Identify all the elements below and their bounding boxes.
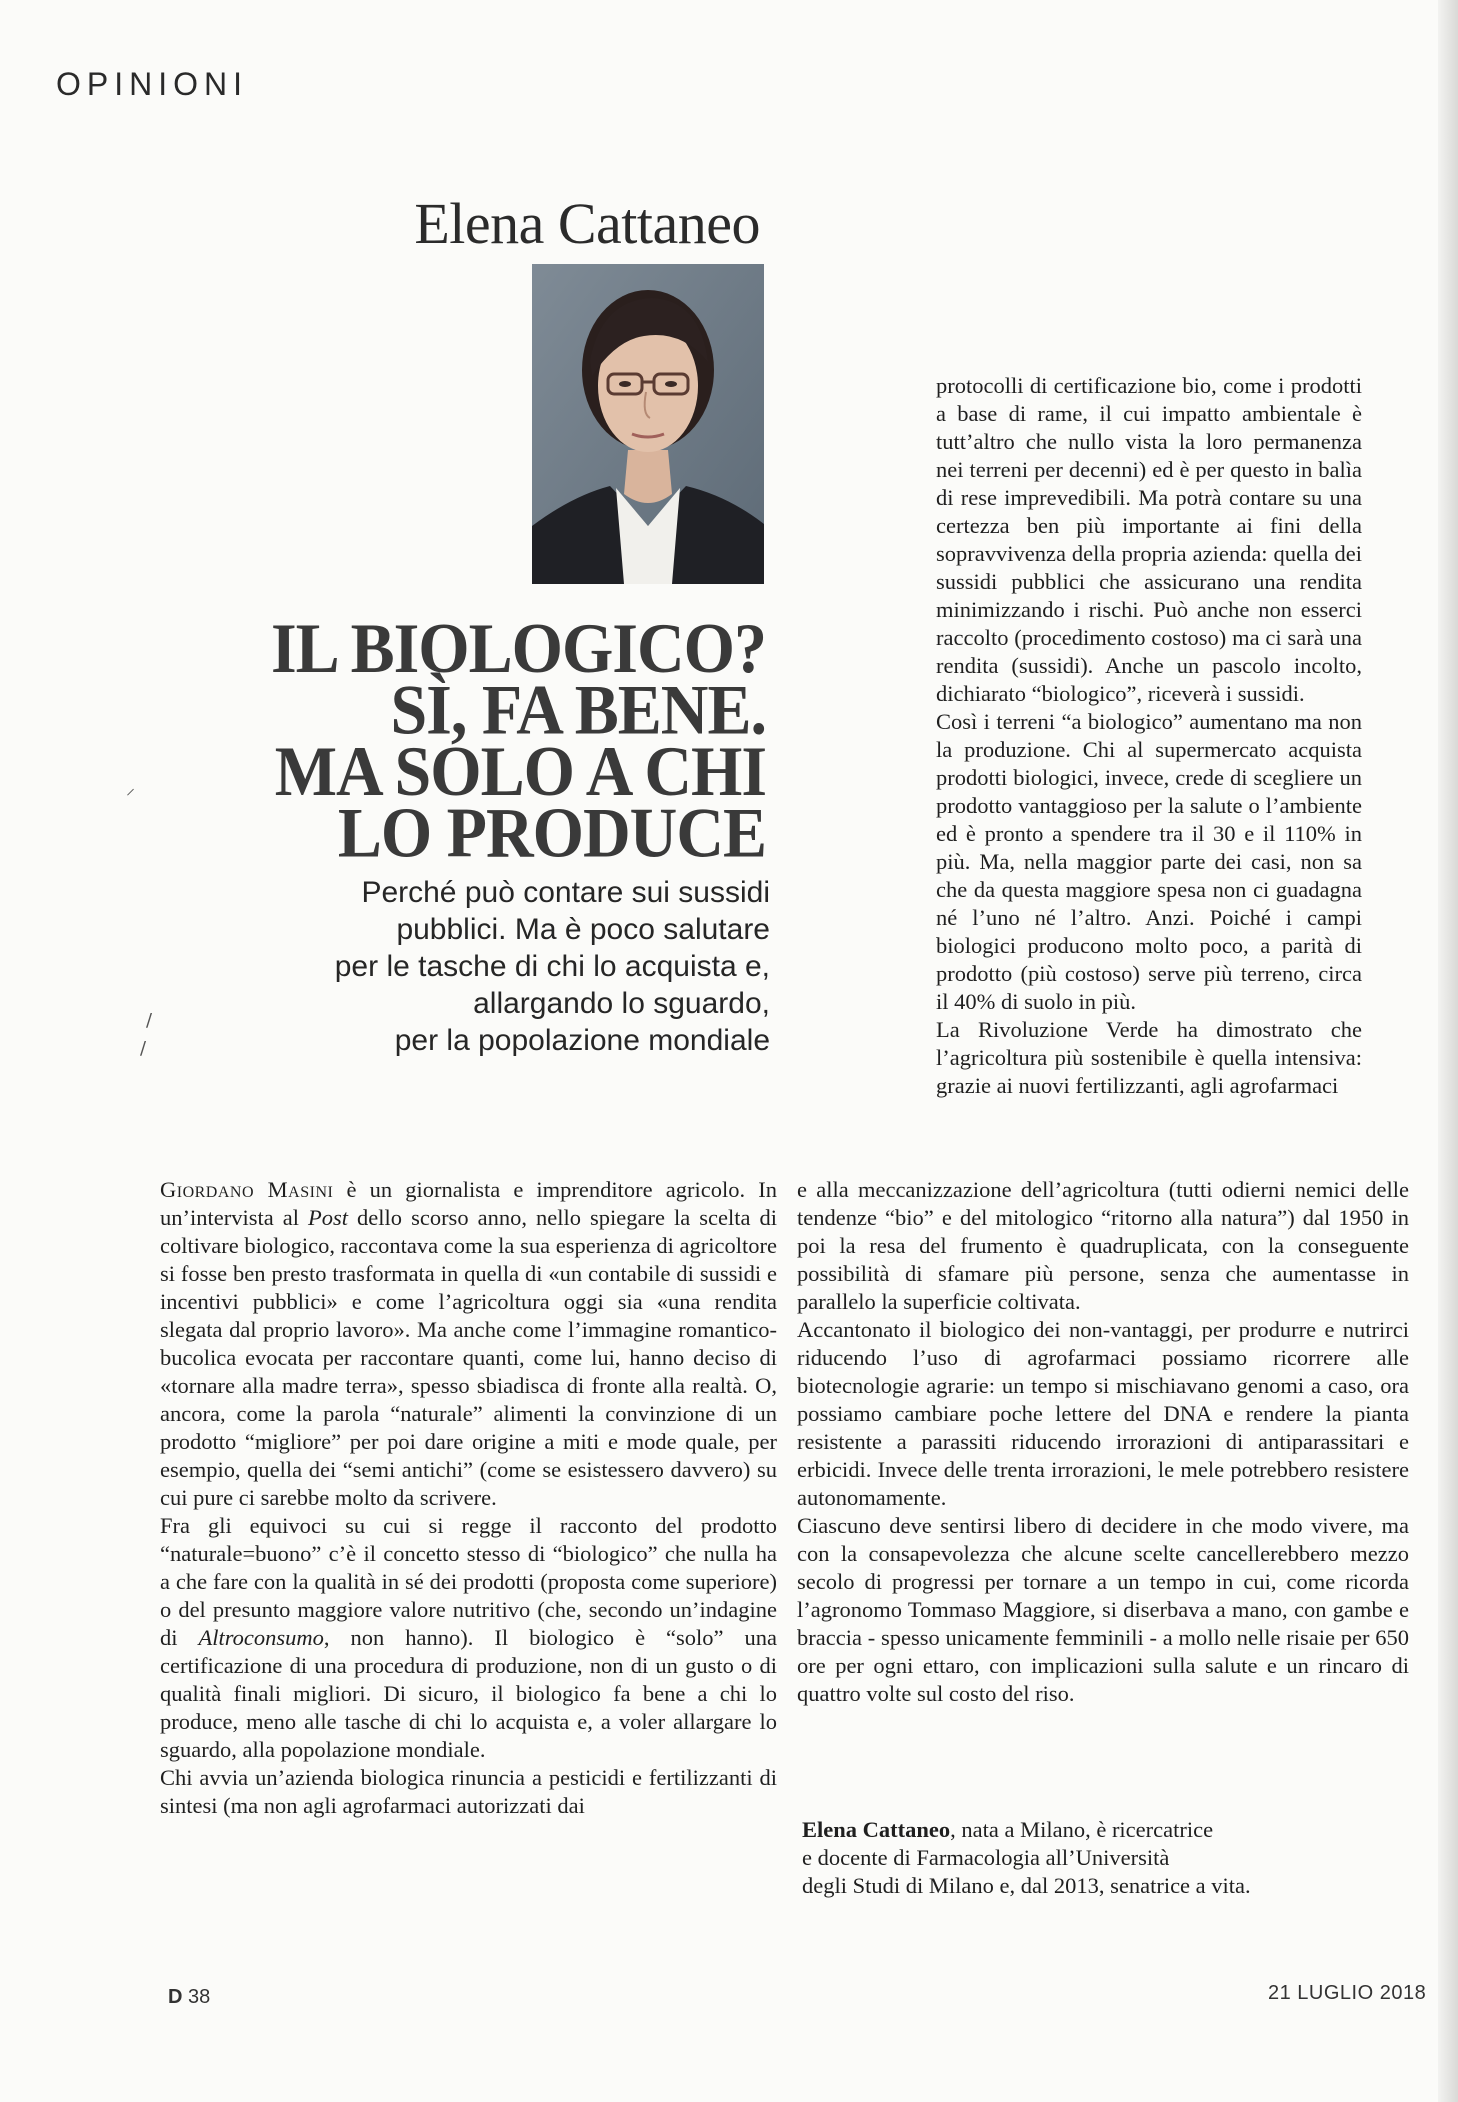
body-text: Fra gli equivoci su cui si regge il racconto del prodotto “naturale=buono” c’è il concetto stesso di “biologico” che nulla ha a che fare con la qualità in sé dei prodotti (proposta come superiore) o del presunto maggiore valore nutritivo (che, secondo un’indagine di [160,1513,777,1650]
body-paragraph: Ciascuno deve sentirsi libero di decidere in che modo vivere, ma con la consapevolezza che alcune scelte cancellerebbero mezzo secolo di progressi per tornare a un tempo in cui, come ricorda l’agronomo Tommaso Maggiore, si diserbava a mano, con gambe e braccia - spesso unicamente femminili - a mollo nelle risaie per 650 ore per ogni ettaro, con implicazioni sulla salute e un rincaro di quattro volte sul costo del riso. [797,1513,1409,1706]
section-label: OPINIONI [56,66,249,102]
body-text: , non hanno). Il biologico è “solo” una certificazione di una procedura di produzione, non di un gusto o di qualità finali migliori. Di sicuro, il biologico fa bene a chi lo produce, meno alle tasche di chi lo acquista e, a voler allargare lo sguardo, alla popolazione mondiale. [160,1625,777,1762]
author-name: Elena Cattaneo [414,191,760,256]
headline-line: LO PRODUCE [337,794,766,873]
standfirst-line: pubblici. Ma è poco salutare [396,913,770,946]
bio-line [802,1816,1362,1844]
page-edge-shadow [1438,0,1458,2102]
margin-mark: / [146,1010,153,1031]
bio-text: , nata a Milano, è ricercatrice [950,1817,1214,1842]
headline [240,609,766,873]
body-column-right-top [936,372,1362,1100]
bio-name: Elena Cattaneo [802,1817,951,1842]
author-bio [802,1816,1362,1900]
body-paragraph [160,1512,777,1764]
body-paragraph: e alla meccanizzazione dell’agricoltura (tutti odierni nemici delle tendenze “bio” e del mitologico “ritorno alla natura”) dal 1950 in poi la resa del frumento è quadruplicata, con la conseguente possibilità di sfamare più persone, senza che aumentasse in parallelo la superficie coltivata. [797,1177,1409,1314]
page-number: 38 [188,1986,211,2008]
lead-name: Giordano Masini [160,1177,334,1202]
body-paragraph: Accantonato il biologico dei non-vantaggi, per produrre e nutrirci riducendo l’uso di agrofarmaci possiamo ricorrere alle biotecnologie agrarie: un tempo si mischiavano genomi a caso, ora possiamo cambiare poche lettere del DNA e rendere la pianta resistente a parassiti riducendo irrorazioni di antiparassitari e erbicidi. Invece delle trenta irrorazioni, le mele potrebbero resistere autonomamente. [797,1317,1409,1510]
body-column-left [160,1176,777,1820]
body-text: è un giornalista e imprenditore agricolo. In un’intervista al [160,1177,777,1230]
headline-line: IL BIOLOGICO? [271,609,766,689]
standfirst [250,874,770,1059]
margin-mark: / [140,1038,147,1059]
standfirst-line: per le tasche di chi lo acquista e, [334,950,770,983]
margin-mark: ⸝ [126,778,135,799]
author-photo [532,264,764,584]
body-paragraph: La Rivoluzione Verde ha dimostrato che l’agricoltura più sostenibile è quella intensiva: grazie ai nuovi fertilizzanti, agli agrofarmaci [936,1017,1362,1098]
page-folio [168,1986,210,2009]
body-text: dello scorso anno, nello spiegare la scelta di coltivare biologico, raccontava come la sua esperienza di agricoltore si fosse ben presto trasformata in quella di «un contabile di sussidi e incentivi pubblici» e come l’agricoltura oggi sia «una rendita slegata dal proprio lavoro». Ma anche come l’immagine romantico-bucolica evocata per raccontare quanti, come lui, hanno deciso di «tornare alla madre terra», spesso sbiadisca di fronte alla realtà. O, ancora, come la parola “naturale” alimenti la convinzione di un prodotto “migliore” per poi dare origine a miti e mode quale, per esempio, quella dei “semi antichi” (come se esistessero davvero) su cui pure ci sarebbe molto da scrivere. [160,1205,777,1510]
standfirst-line: allargando lo sguardo, [473,987,770,1020]
body-column-right-bottom [797,1176,1409,1708]
headline-line: MA SOLO A CHI [274,732,766,812]
portrait-illustration [532,264,764,584]
standfirst-line: per la popolazione mondiale [394,1024,770,1057]
body-paragraph: Così i terreni “a biologico” aumentano ma non la produzione. Chi al supermercato acquista prodotti biologici, invece, crede di scegliere un prodotto vantaggioso per la salute o l’ambiente ed è pronto a spendere tra il 30 e il 110% in più. Ma, nella maggior parte dei casi, non sa che da questa maggiore spesa non ci guadagna né l’uno né l’altro. Anzi. Poiché i campi biologici producono molto poco, a parità di prodotto (più costoso) serve più terreno, circa il 40% di suolo in più. [936,709,1362,1014]
standfirst-line: Perché può contare sui sussidi [361,876,770,909]
publication-name: Altroconsumo [198,1625,324,1650]
bio-line: e docente di Farmacologia all’Università [802,1845,1170,1870]
magazine-letter: D [168,1986,183,2008]
bio-line: degli Studi di Milano e, dal 2013, senatrice a vita. [802,1873,1251,1898]
body-paragraph: protocolli di certificazione bio, come i prodotti a base di rame, il cui impatto ambientale è tutt’altro che nullo vista la loro permanenza nei terreni per decenni) ed è per questo in balìa di rese imprevedibili. Ma potrà contare su una certezza ben più importante ai fini della sopravvivenza della propria azienda: quella dei sussidi pubblici che assicurano una rendita minimizzando i rischi. Può anche non esserci raccolto (procedimento costoso) ma ci sarà una rendita (sussidi). Anche un pascolo incolto, dichiarato “biologico”, riceverà i sussidi. [936,373,1362,706]
body-paragraph [160,1176,777,1512]
publication-name: Post [308,1205,349,1230]
issue-date: 21 LUGLIO 2018 [1268,1982,1427,2004]
body-paragraph: Chi avvia un’azienda biologica rinuncia a pesticidi e fertilizzanti di sintesi (ma non agli agrofarmaci autorizzati dai [160,1765,777,1818]
headline-line: SÌ, FA BENE. [390,670,766,750]
